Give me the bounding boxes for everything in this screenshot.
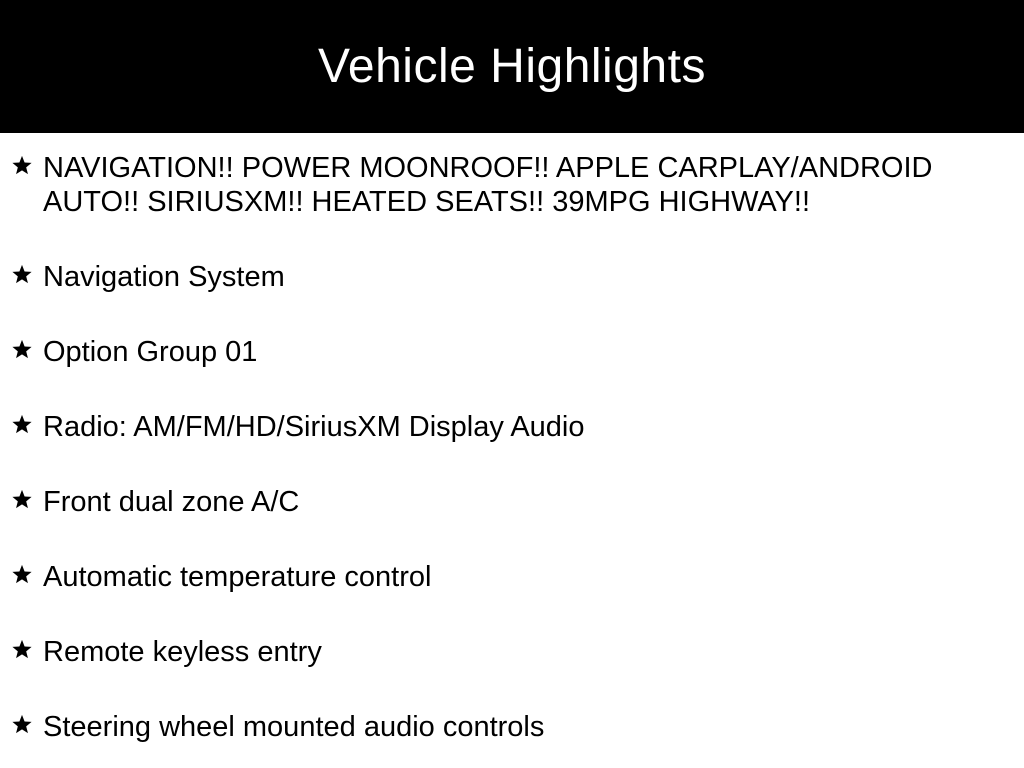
highlight-item-label: Option Group 01 — [43, 336, 258, 368]
highlight-item-label: Radio: AM/FM/HD/SiriusXM Display Audio — [43, 411, 585, 443]
highlight-item — [11, 335, 984, 369]
highlight-item — [11, 410, 984, 444]
highlight-item-label: Front dual zone A/C — [43, 486, 300, 518]
highlight-item — [11, 485, 984, 519]
star-icon — [11, 489, 33, 511]
page-header — [0, 0, 1024, 133]
highlight-item-label: Remote keyless entry — [43, 636, 322, 668]
highlight-item-label: Navigation System — [43, 261, 285, 293]
highlight-item — [11, 710, 984, 744]
star-icon — [11, 339, 33, 361]
highlights-list — [0, 133, 1024, 744]
highlight-item-label: Automatic temperature control — [43, 561, 432, 593]
star-icon — [11, 639, 33, 661]
highlight-item-label: NAVIGATION!! POWER MOONROOF!! APPLE CARPLAY/ANDROID AUTO!! SIRIUSXM!! HEATED SEATS!! 39MPG HIGHWAY!! — [43, 152, 933, 218]
star-icon — [11, 155, 33, 177]
highlight-item — [11, 560, 984, 594]
star-icon — [11, 264, 33, 286]
highlight-item-label: Steering wheel mounted audio controls — [43, 711, 545, 743]
highlight-item — [11, 151, 984, 219]
star-icon — [11, 414, 33, 436]
highlight-item — [11, 260, 984, 294]
page-title: Vehicle Highlights — [318, 39, 706, 93]
highlight-item — [11, 635, 984, 669]
star-icon — [11, 714, 33, 736]
star-icon — [11, 564, 33, 586]
